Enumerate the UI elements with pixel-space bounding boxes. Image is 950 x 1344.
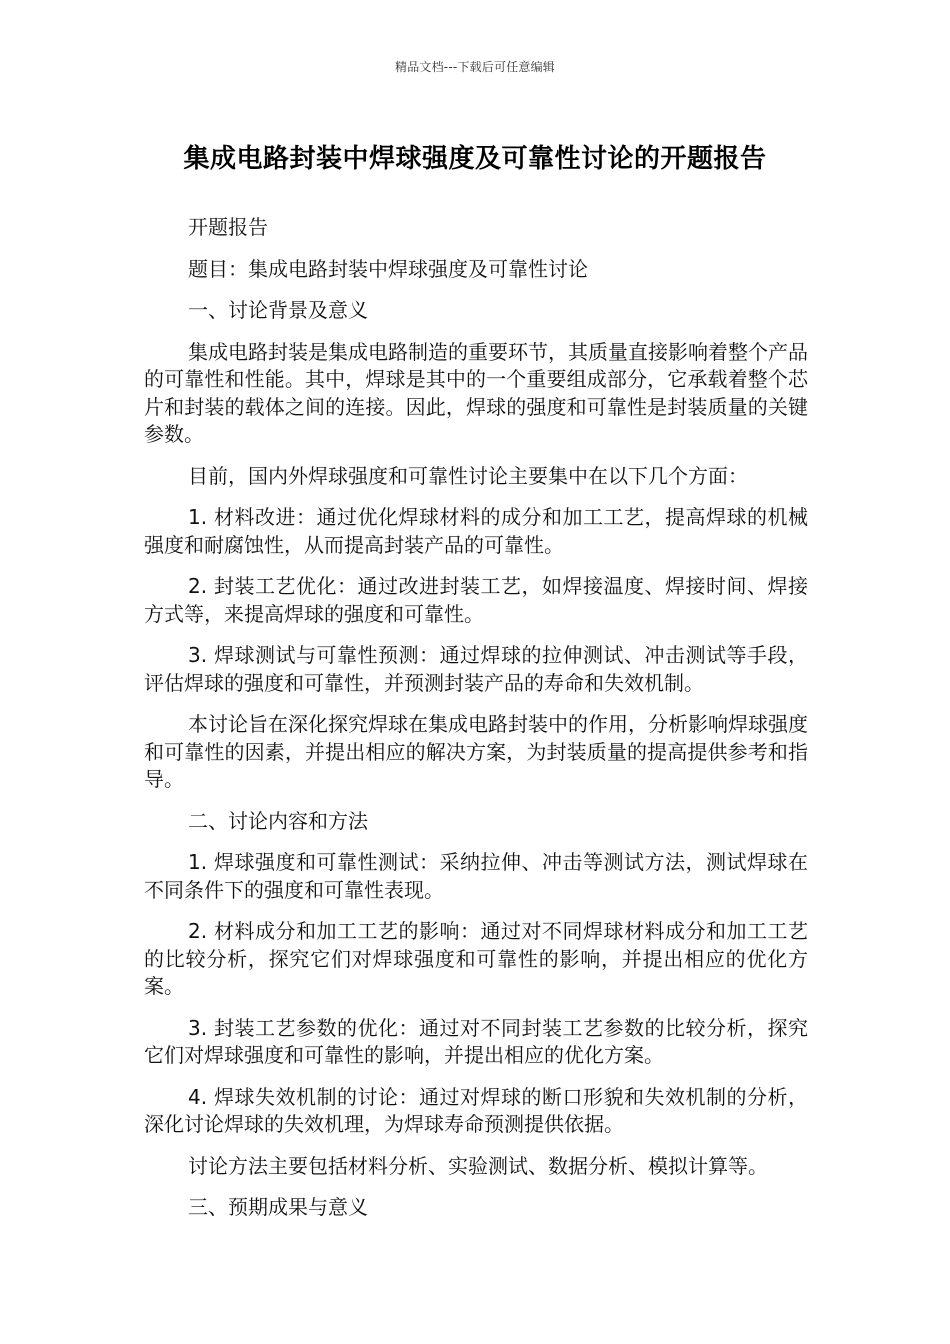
section-heading-background: 一、讨论背景及意义	[188, 298, 368, 322]
section-heading-outcomes: 三、预期成果与意义	[188, 1195, 368, 1219]
document-title: 集成电路封装中焊球强度及可靠性讨论的开题报告	[183, 144, 767, 174]
document-body	[144, 214, 808, 1236]
list-item-material-effect: 2. 材料成分和加工工艺的影响：通过对不同焊球材料成分和加工工艺的比较分析，探究它们对焊球强度和可靠性的影响，并提出相应的优化方案。	[144, 919, 808, 998]
list-item-failure: 4. 焊球失效机制的讨论：通过对焊球的断口形貌和失效机制的分析，深化讨论焊球的失效机理，为焊球寿命预测提供依据。	[144, 1084, 808, 1136]
list-item-testing: 3. 焊球测试与可靠性预测：通过焊球的拉伸测试、冲击测试等手段，评估焊球的强度和可靠性，并预测封装产品的寿命和失效机制。	[144, 643, 808, 695]
list-item-strength-test: 1. 焊球强度和可靠性测试：采纳拉伸、冲击等测试方法，测试焊球在不同条件下的强度和可靠性表现。	[144, 850, 808, 902]
paragraph-methods: 讨论方法主要包括材料分析、实验测试、数据分析、模拟计算等。	[188, 1153, 768, 1178]
paragraph-heading-report: 开题报告	[188, 215, 268, 239]
list-item-material: 1. 材料改进：通过优化焊球材料的成分和加工工艺，提高焊球的机械强度和耐腐蚀性，从而提高封装产品的可靠性。	[144, 505, 808, 557]
paragraph-current-research: 目前，国内外焊球强度和可靠性讨论主要集中在以下几个方面：	[188, 463, 748, 488]
header-note: 精品文档---下载后可任意编辑	[395, 60, 555, 74]
section-heading-content: 二、讨论内容和方法	[188, 808, 368, 833]
list-item-process: 2. 封装工艺优化：通过改进封装工艺，如焊接温度、焊接时间、焊接方式等，来提高焊球的强度和可靠性。	[144, 574, 808, 626]
paragraph-purpose: 本讨论旨在深化探究焊球在集成电路封装中的作用，分析影响焊球强度和可靠性的因素，并提出相应的解决方案，为封装质量的提高提供参考和指导。	[144, 712, 808, 791]
list-item-process-params: 3. 封装工艺参数的优化：通过对不同封装工艺参数的比较分析，探究它们对焊球强度和可靠性的影响，并提出相应的优化方案。	[144, 1015, 808, 1067]
paragraph-topic: 题目：集成电路封装中焊球强度及可靠性讨论	[188, 256, 588, 281]
paragraph-background: 集成电路封装是集成电路制造的重要环节，其质量直接影响着整个产品的可靠性和性能。其中，焊球是其中的一个重要组成部分，它承载着整个芯片和封装的载体之间的连接。因此，焊球的强度和可靠性是封装质量的关键参数。	[144, 339, 808, 446]
